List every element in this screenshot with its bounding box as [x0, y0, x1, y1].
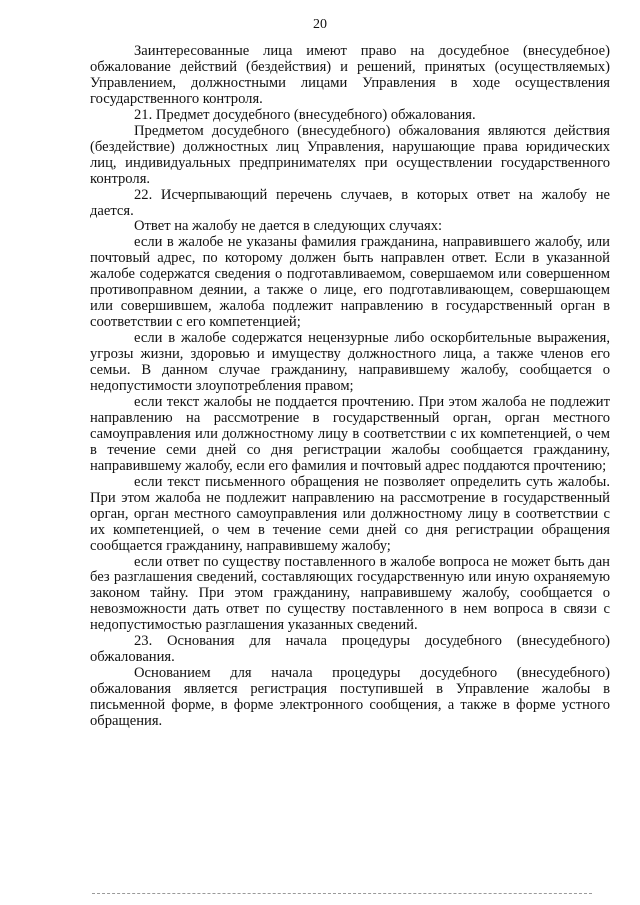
case-unreadable-text: если текст жалобы не поддается прочтению. При этом жалоба не подлежит направлению на рассмотрение в государственный орган, орган местного самоуправления или должностному лицу в соответствии с их компетенцией, о чем в течение семи дней со дня регистрации жалобы сообщается гражданину, направившему жалобу, если его фамилия и почтовый адрес поддаются прочтению; — [90, 393, 610, 474]
section-heading-23: 23. Основания для начала процедуры досудебного (внесудебного) обжалования. — [90, 633, 610, 666]
scan-bottom-line — [92, 893, 592, 894]
paragraph-subject-of-appeal: Предметом досудебного (внесудебного) обжалования являются действия (бездействие) должностных лиц Управления, нарушающие права юридических лиц, индивидуальных предпринимателях при осуществлении государственного контроля. — [90, 122, 610, 187]
case-state-secret: если ответ по существу поставленного в жалобе вопроса не может быть дан без разглашения сведений, составляющих государственную или иную охраняемую законом тайну. При этом гражданину, направившему жалобу, сообщается о невозможности дать ответ по существу поставленного в нем вопроса в связи с недопустимостью разглашения указанных сведений. — [90, 553, 610, 634]
case-obscene-language: если в жалобе содержатся нецензурные либо оскорбительные выражения, угрозы жизни, здоровью и имуществу должностного лица, а также членов его семьи. В данном случае гражданину, направившему жалобу, сообщается о недопустимости злоупотребления правом; — [90, 330, 610, 395]
paragraph-grounds-for-appeal: Основанием для начала процедуры досудебного (внесудебного) обжалования является регистрация поступившей в Управление жалобы в письменной форме, в форме электронного сообщения, а также в форме устного обращения. — [90, 665, 610, 730]
paragraph-cases-intro: Ответ на жалобу не дается в следующих случаях: — [134, 218, 443, 235]
page-number: 20 — [313, 17, 327, 32]
section-heading-22: 22. Исчерпывающий перечень случаев, в которых ответ на жалобу не дается. — [90, 186, 610, 219]
case-no-name-or-address: если в жалобе не указаны фамилия гражданина, направившего жалобу, или почтовый адрес, по которому должен быть направлен ответ. Если в указанной жалобе содержатся сведения о подготавливаемом, совершаемом или совершенном противоправном деянии, а также о лице, его подготавливающем, совершающем или совершившем, жалоба подлежит направлению в государственный орган в соответствии с его компетенцией; — [90, 234, 610, 331]
paragraph-right-to-appeal: Заинтересованные лица имеют право на досудебное (внесудебное) обжалование действий (бездействия) и решений, принятых (осуществляемых) Управлением, должностными лицами Управления в ходе осуществления государственного контроля. — [90, 43, 610, 107]
section-heading-21: 21. Предмет досудебного (внесудебного) обжалования. — [134, 106, 476, 123]
document-body — [90, 44, 610, 730]
case-essence-undeterminable: если текст письменного обращения не позволяет определить суть жалобы. При этом жалоба не подлежит направлению на рассмотрение в государственный орган, орган местного самоуправления или должностному лицу в соответствии с их компетенцией, о чем в течение семи дней со дня регистрации обращения сообщается гражданину, направившему жалобу; — [90, 473, 610, 554]
